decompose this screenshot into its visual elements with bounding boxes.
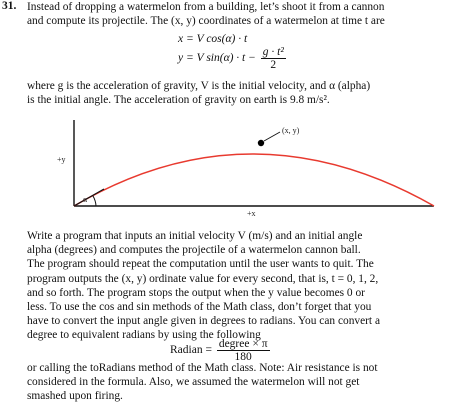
- x-equation-rhs: V cos(α) · t: [196, 33, 248, 45]
- y-axis-label: +y: [57, 155, 66, 164]
- y-equation-rhs: V sin(α) · t −: [196, 52, 256, 65]
- task-line-2: alpha (degrees) and computes the projectile of a watermelon cannon ball.: [27, 244, 361, 257]
- radian-formula-lhs: Radian =: [170, 344, 212, 357]
- radian-formula: [170, 338, 270, 363]
- intro-line-1: Instead of dropping a watermelon from a building, let’s shoot it from a cannon: [27, 1, 385, 13]
- task-line-7: have to convert the input angle given in degrees to radians. You can convert a: [27, 315, 381, 328]
- closing-line-3: smashed upon firing.: [27, 390, 123, 403]
- point-leader-line: [264, 132, 280, 141]
- task-line-1: Write a program that inputs an initial velocity V (m/s) and an initial angle: [27, 230, 363, 242]
- task-line-4: program outputs the (x, y) ordinate value for every second, that is, t = 0, 1, 2,: [27, 272, 379, 285]
- closing-line-2: considered in the formula. Also, we assumed the watermelon will not get: [27, 376, 360, 389]
- y-equation-lhs: y =: [178, 52, 197, 65]
- angle-arc: [93, 196, 96, 206]
- closing-paragraph: [27, 361, 463, 404]
- angle-label: α: [83, 195, 88, 204]
- launch-angle-line: [74, 189, 104, 206]
- problem-number: 31.: [2, 0, 17, 12]
- definitions-line-1: where g is the acceleration of gravity, V is the initial velocity, and α (alpha): [27, 80, 371, 92]
- task-line-6: less. To use the cos and sin methods of the Math class, don’t forget that you: [27, 301, 372, 314]
- radian-fraction: [217, 338, 270, 363]
- trajectory-curve: [74, 154, 434, 206]
- y-fraction-denominator: 2: [270, 59, 277, 71]
- radian-fraction-denominator: 180: [234, 351, 252, 363]
- intro-line-2: and compute its projectile. The (x, y) coordinates of a watermelon at time t are: [27, 15, 385, 28]
- point-label: (x, y): [282, 126, 300, 135]
- task-line-8: degree to equivalent radians by using the following: [27, 329, 261, 342]
- task-line-5: and so forth. The program stops the output when the y value becomes 0 or: [27, 286, 365, 299]
- definitions-line-2: is the initial angle. The acceleration of gravity on earth is 9.8 m/s².: [27, 94, 330, 107]
- x-equation-lhs: x =: [178, 33, 197, 45]
- radian-fraction-numerator: degree × π: [218, 338, 268, 350]
- x-axis-label: +x: [247, 209, 256, 218]
- task-line-3: The program should repeat the computation until the user wants to quit. The: [27, 258, 374, 271]
- y-fraction-numerator: g · t²: [262, 46, 284, 58]
- task-paragraph: [27, 229, 463, 343]
- closing-line-1: or calling the toRadians method of the Math class. Note: Air resistance is not: [27, 362, 378, 374]
- position-point: [258, 140, 264, 146]
